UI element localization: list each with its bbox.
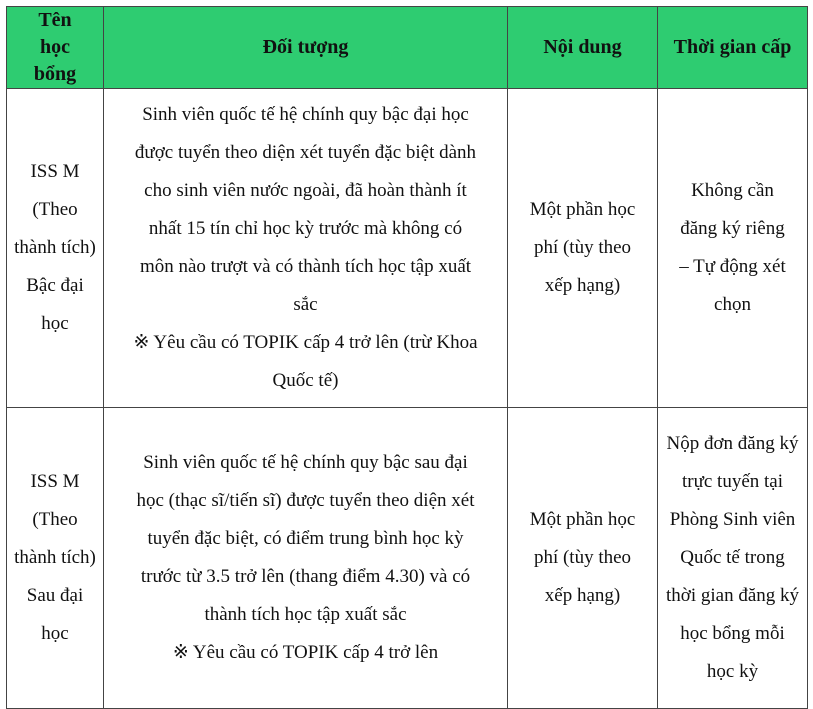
content-cell: Một phần học phí (tùy theo xếp hạng)	[508, 89, 658, 408]
header-content: Nội dung	[508, 7, 658, 89]
scholarship-name-cell: ISS M (Theo thành tích) Sau đại học	[7, 408, 104, 709]
timing-cell: Không cần đăng ký riêng – Tự động xét chọn	[658, 89, 808, 408]
eligibility-cell	[104, 89, 508, 408]
header-scholarship-name: Tên học bổng	[7, 7, 104, 89]
eligibility-text: Sinh viên quốc tế hệ chính quy bậc sau đại học (thạc sĩ/tiến sĩ) được tuyển theo diện xét tuyển đặc biệt, có điểm trung bình học kỳ trước từ 3.5 trở lên (thang điểm 4.30) và có thành tích học tập xuất sắc	[136, 452, 475, 625]
timing-cell: Nộp đơn đăng ký trực tuyến tại Phòng Sinh viên Quốc tế trong thời gian đăng ký học bổng mỗi học kỳ	[658, 408, 808, 709]
table-row	[7, 89, 808, 408]
header-timing: Thời gian cấp	[658, 7, 808, 89]
eligibility-cell	[104, 408, 508, 709]
table-row	[7, 408, 808, 709]
topik-requirement-note: ※ Yêu cầu có TOPIK cấp 4 trở lên	[172, 642, 439, 663]
table-header-row	[7, 7, 808, 89]
eligibility-text: Sinh viên quốc tế hệ chính quy bậc đại học được tuyển theo diện xét tuyển đặc biệt dành cho sinh viên nước ngoài, đã hoàn thành ít nhất 15 tín chỉ học kỳ trước mà không có môn nào trượt và có thành tích học tập xuất sắc	[134, 104, 477, 315]
header-eligibility: Đối tượng	[104, 7, 508, 89]
scholarship-name-cell: ISS M (Theo thành tích) Bậc đại học	[7, 89, 104, 408]
topik-requirement-note: ※ Yêu cầu có TOPIK cấp 4 trở lên (trừ Khoa Quốc tế)	[133, 332, 478, 391]
content-cell: Một phần học phí (tùy theo xếp hạng)	[508, 408, 658, 709]
scholarship-table	[6, 6, 808, 709]
